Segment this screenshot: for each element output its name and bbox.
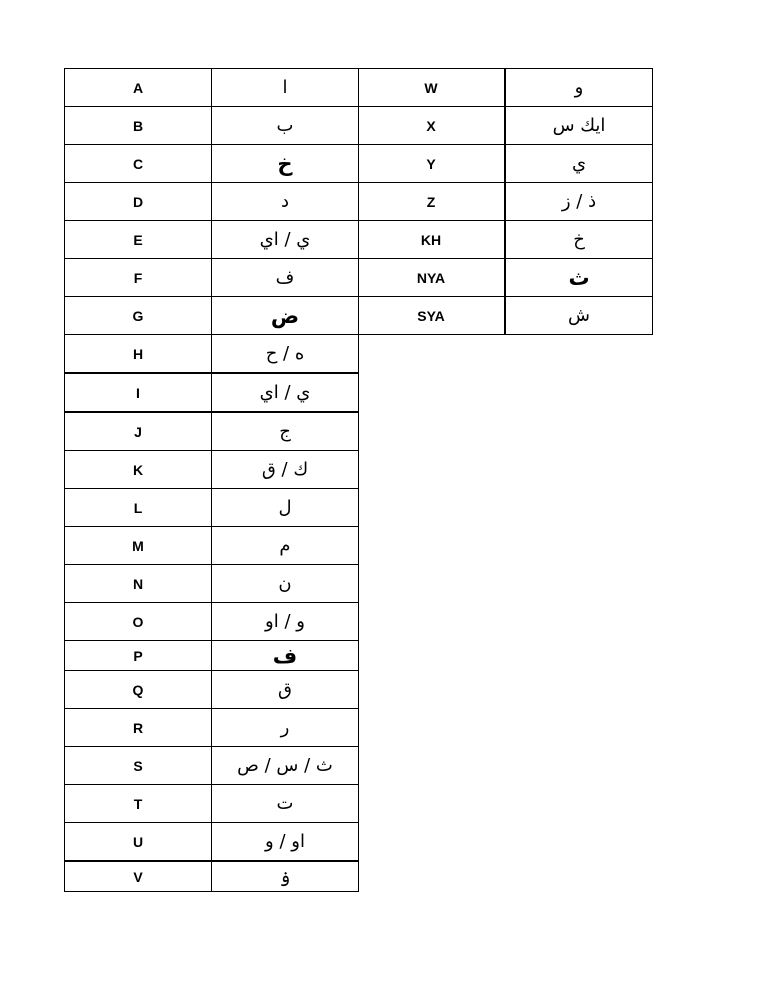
latin-letter-cell: V	[65, 861, 212, 892]
table-row	[358, 221, 653, 259]
table-row	[65, 297, 359, 335]
latin-letter-cell: N	[65, 565, 212, 603]
latin-letter-cell: Q	[65, 671, 212, 709]
arabic-letter-cell: ث	[505, 259, 653, 297]
arabic-letter-cell: ن	[212, 565, 359, 603]
arabic-letter-cell: ۏ	[212, 861, 359, 892]
table-row	[65, 335, 359, 374]
latin-letter-cell: E	[65, 221, 212, 259]
arabic-letter-cell: ف	[212, 641, 359, 671]
arabic-letter-cell: ض	[212, 297, 359, 335]
latin-letter-cell: O	[65, 603, 212, 641]
table-row	[65, 412, 359, 451]
arabic-letter-cell: د	[212, 183, 359, 221]
arabic-letter-cell: ب	[212, 107, 359, 145]
arabic-letter-cell: او / و	[212, 823, 359, 862]
table-row	[65, 785, 359, 823]
table-row	[358, 145, 653, 183]
latin-letter-cell: D	[65, 183, 212, 221]
arabic-letter-cell: ج	[212, 412, 359, 451]
arabic-letter-cell: ي / اي	[212, 221, 359, 259]
arabic-letter-cell: ايك س	[505, 107, 653, 145]
latin-letter-cell: G	[65, 297, 212, 335]
latin-letter-cell: H	[65, 335, 212, 374]
latin-letter-cell: L	[65, 489, 212, 527]
table-row	[65, 603, 359, 641]
arabic-letter-cell: و	[505, 69, 653, 107]
table-row	[65, 451, 359, 489]
arabic-letter-cell: ق	[212, 671, 359, 709]
letter-table-left	[64, 68, 359, 892]
arabic-letter-cell: ي	[505, 145, 653, 183]
arabic-letter-cell: خ	[212, 145, 359, 183]
arabic-letter-cell: ر	[212, 709, 359, 747]
table-row	[65, 107, 359, 145]
latin-letter-cell: A	[65, 69, 212, 107]
table-row	[65, 221, 359, 259]
table-row	[65, 489, 359, 527]
latin-letter-cell: S	[65, 747, 212, 785]
table-row	[65, 709, 359, 747]
arabic-letter-cell: ش	[505, 297, 653, 335]
table-row	[65, 373, 359, 412]
latin-letter-cell: M	[65, 527, 212, 565]
latin-letter-cell: W	[358, 69, 505, 107]
latin-letter-cell: R	[65, 709, 212, 747]
table-row	[65, 259, 359, 297]
arabic-letter-cell: م	[212, 527, 359, 565]
arabic-letter-cell: ل	[212, 489, 359, 527]
table-row	[358, 183, 653, 221]
arabic-letter-cell: ه / ح	[212, 335, 359, 374]
table-row	[358, 107, 653, 145]
arabic-letter-cell: خ	[505, 221, 653, 259]
table-row	[65, 565, 359, 603]
arabic-letter-cell: ذ / ز	[505, 183, 653, 221]
latin-letter-cell: KH	[358, 221, 505, 259]
table-row	[65, 527, 359, 565]
latin-letter-cell: F	[65, 259, 212, 297]
latin-letter-cell: X	[358, 107, 505, 145]
table-row	[65, 641, 359, 671]
arabic-letter-cell: ك / ق	[212, 451, 359, 489]
arabic-letter-cell: ف	[212, 259, 359, 297]
table-row	[65, 69, 359, 107]
table-row	[65, 145, 359, 183]
arabic-letter-cell: و / او	[212, 603, 359, 641]
latin-letter-cell: NYA	[358, 259, 505, 297]
table-row	[65, 747, 359, 785]
latin-letter-cell: Y	[358, 145, 505, 183]
table-row	[358, 297, 653, 335]
latin-letter-cell: B	[65, 107, 212, 145]
latin-letter-cell: I	[65, 373, 212, 412]
latin-letter-cell: T	[65, 785, 212, 823]
table-row	[65, 861, 359, 892]
letter-table-right	[358, 68, 653, 335]
arabic-letter-cell: ا	[212, 69, 359, 107]
arabic-letter-cell: ت	[212, 785, 359, 823]
latin-letter-cell: U	[65, 823, 212, 862]
latin-letter-cell: SYA	[358, 297, 505, 335]
latin-letter-cell: K	[65, 451, 212, 489]
latin-letter-cell: P	[65, 641, 212, 671]
latin-letter-cell: C	[65, 145, 212, 183]
arabic-letter-cell: ث / س / ص	[212, 747, 359, 785]
table-row	[358, 69, 653, 107]
table-row	[65, 183, 359, 221]
latin-letter-cell: J	[65, 412, 212, 451]
arabic-letter-cell: ي / اي	[212, 373, 359, 412]
table-row	[65, 823, 359, 862]
latin-letter-cell: Z	[358, 183, 505, 221]
table-row	[358, 259, 653, 297]
table-row	[65, 671, 359, 709]
